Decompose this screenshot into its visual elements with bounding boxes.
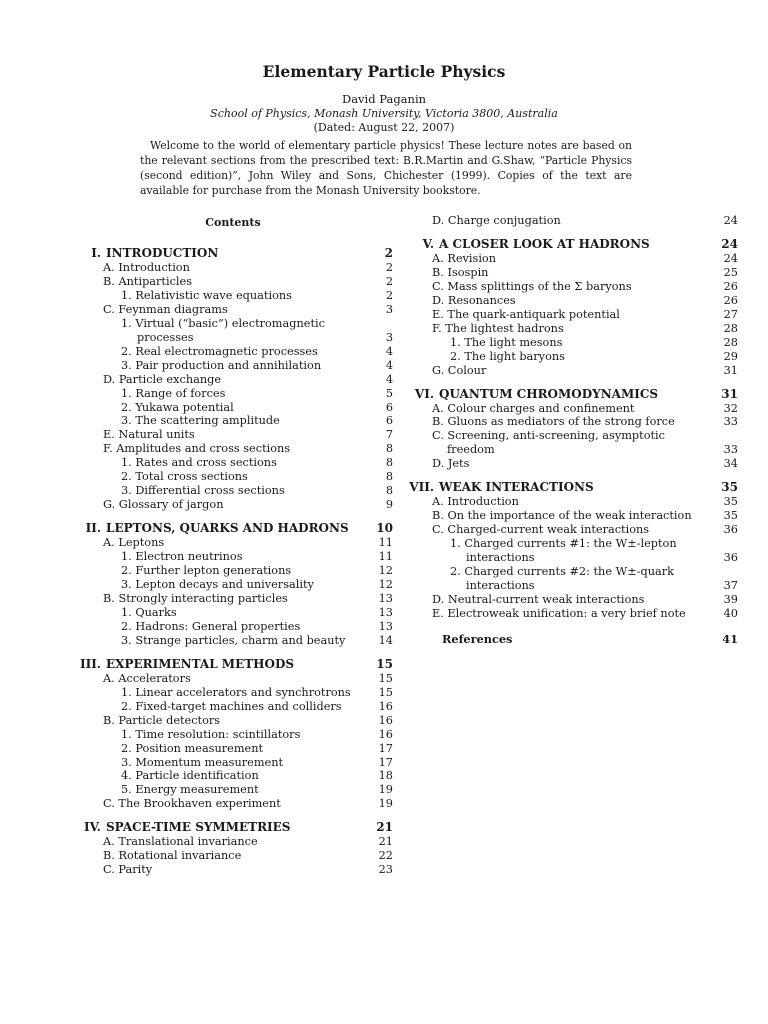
abstract: Welcome to the world of elementary particle physics! These lecture notes are based on the relevant sections from the prescribed text: B.R.Martin and G.Shaw, “Particle Physics (second edition)”, John Wiley and Sons, Chichester (1999). Copies of the text are available for purchase from the Monash University bookstore. — [140, 139, 632, 197]
toc-entry-label: B. Antiparticles — [103, 274, 193, 288]
toc-page-number: 22 — [378, 849, 393, 863]
toc-entry-label: 2. Real electromagnetic processes — [121, 344, 318, 358]
author-name: David Paganin — [341, 92, 427, 106]
toc-page-number: 39 — [723, 592, 738, 606]
toc-entry-label: C. Screening, anti-screening, asymptotic — [432, 429, 665, 443]
toc-page-number: 3 — [385, 330, 393, 344]
toc-entry-label: D. Neutral-current weak interactions — [432, 592, 645, 606]
toc-entry[interactable] — [73, 742, 393, 756]
toc-entry[interactable] — [73, 359, 393, 373]
toc-page-number: 14 — [378, 633, 393, 647]
toc-page-number: 24 — [721, 236, 738, 251]
toc-entry-label: B. Strongly interacting particles — [103, 591, 288, 605]
toc-page-number: 11 — [378, 550, 393, 564]
toc-section-title: INTRODUCTION — [106, 246, 219, 260]
toc-section-number: VII. — [409, 480, 434, 495]
toc-entry[interactable] — [402, 280, 738, 294]
toc-entry[interactable] — [73, 797, 393, 811]
toc-section-number: V. — [422, 236, 434, 251]
toc-entry-label: 5. Energy measurement — [121, 783, 259, 797]
toc-page-number: 27 — [723, 307, 738, 321]
toc-page-number: 15 — [378, 685, 393, 699]
toc-page-number: 19 — [378, 783, 393, 797]
toc-entry-label: C. Charged-current weak interactions — [432, 523, 650, 537]
toc-entry[interactable] — [73, 289, 393, 303]
toc-entry[interactable] — [73, 578, 393, 592]
toc-entry-label: 2. Hadrons: General properties — [121, 619, 301, 633]
toc-entry[interactable] — [402, 565, 738, 579]
toc-entry[interactable] — [402, 308, 738, 322]
toc-entry[interactable] — [73, 686, 393, 700]
toc-page-number: 16 — [378, 713, 393, 727]
toc-entry[interactable] — [402, 336, 738, 350]
toc-section-entry[interactable] — [402, 237, 738, 252]
toc-entry[interactable] — [402, 350, 738, 364]
toc-entry[interactable] — [73, 387, 393, 401]
toc-entry-label: A. Leptons — [103, 536, 165, 550]
toc-entry[interactable] — [402, 537, 738, 551]
toc-page-number: 13 — [378, 605, 393, 619]
toc-entry[interactable] — [73, 714, 393, 728]
toc-page-number: 2 — [384, 246, 393, 260]
toc-entry-label: A. Introduction — [432, 495, 519, 509]
toc-entry[interactable] — [402, 607, 738, 621]
toc-entry[interactable] — [73, 317, 393, 331]
toc-entry[interactable] — [73, 564, 393, 578]
toc-entry[interactable] — [73, 672, 393, 686]
toc-entry-label — [73, 521, 365, 536]
toc-entry-label: C. Mass splittings of the Σ baryons — [432, 279, 632, 293]
toc-page-number: 31 — [721, 386, 738, 401]
toc-entry-label: 1. Linear accelerators and synchrotrons — [121, 685, 351, 699]
toc-entry-label: 2. Position measurement — [121, 741, 264, 755]
toc-page-number: 35 — [723, 509, 738, 523]
document-date: (Dated: August 22, 2007) — [313, 121, 455, 134]
toc-entry[interactable] — [73, 756, 393, 770]
toc-page-number: 13 — [378, 619, 393, 633]
toc-section-title: A CLOSER LOOK AT HADRONS — [439, 236, 650, 251]
toc-entry[interactable] — [73, 863, 393, 877]
toc-page-number: 33 — [723, 415, 738, 429]
toc-entry-label: interactions — [466, 551, 535, 565]
toc-entry[interactable] — [402, 443, 738, 457]
toc-page-number: 35 — [723, 495, 738, 509]
toc-entry[interactable] — [402, 322, 738, 336]
toc-section-title: SPACE-TIME SYMMETRIES — [106, 820, 291, 835]
toc-entry-label: 1. Virtual (“basic”) electromagnetic — [121, 316, 325, 330]
toc-entry-label: B. Gluons as mediators of the strong force — [432, 415, 675, 429]
toc-entry-label: D. Jets — [432, 457, 470, 471]
toc-right-column — [402, 214, 738, 647]
toc-entry-label: 1. Rates and cross sections — [121, 456, 277, 470]
toc-section-title: EXPERIMENTAL METHODS — [106, 656, 295, 671]
toc-page-number: 28 — [723, 321, 738, 335]
toc-section-entry[interactable] — [73, 820, 393, 835]
toc-page-number: 23 — [378, 863, 393, 877]
toc-page-number: 17 — [378, 741, 393, 755]
toc-entry[interactable] — [73, 849, 393, 863]
toc-page-number: 17 — [378, 755, 393, 769]
toc-entry[interactable] — [73, 536, 393, 550]
toc-entry-label: 3. The scattering amplitude — [121, 414, 280, 428]
toc-section-entry[interactable] — [402, 480, 738, 495]
toc-section-entry[interactable] — [73, 521, 393, 536]
toc-entry-label: D. Particle exchange — [103, 372, 222, 386]
toc-page-number: 41 — [722, 631, 738, 646]
toc-page-number: 36 — [723, 551, 738, 565]
toc-entry[interactable] — [73, 470, 393, 484]
toc-entry[interactable] — [402, 579, 738, 593]
toc-page-number: 4 — [385, 358, 393, 372]
toc-entry-label: 4. Particle identification — [121, 769, 259, 783]
author-affiliation: School of Physics, Monash University, Victoria 3800, Australia — [210, 107, 558, 120]
toc-page-number: 2 — [385, 261, 393, 274]
toc-section-title: LEPTONS, QUARKS AND HADRONS — [106, 521, 349, 536]
toc-entry-label: 1. Relativistic wave equations — [121, 288, 292, 302]
toc-entry-label: F. The lightest hadrons — [432, 321, 564, 335]
toc-entry[interactable] — [402, 457, 738, 471]
toc-entry-label: G. Glossary of jargon — [103, 498, 224, 512]
toc-entry-label: 1. Time resolution: scintillators — [121, 727, 301, 741]
toc-entry[interactable] — [402, 252, 738, 266]
toc-page-number: 12 — [378, 578, 393, 592]
toc-entry-label: A. Colour charges and confinement — [432, 401, 635, 415]
toc-entry-label — [402, 237, 710, 252]
toc-entry[interactable] — [73, 345, 393, 359]
toc-entry[interactable] — [402, 509, 738, 523]
toc-entry-label: 2. Total cross sections — [121, 470, 248, 484]
toc-section-number: VI. — [414, 386, 434, 401]
toc-page-number: 8 — [385, 456, 393, 470]
toc-section-entry[interactable] — [73, 246, 393, 261]
toc-entry[interactable] — [402, 523, 738, 537]
toc-references-entry[interactable] — [402, 633, 738, 647]
toc-page-number: 8 — [385, 484, 393, 498]
toc-entry-label: B. On the importance of the weak interaction — [432, 509, 692, 523]
toc-entry-label — [73, 246, 365, 261]
toc-page-number: 11 — [378, 536, 393, 550]
toc-page-number: 3 — [385, 302, 393, 316]
toc-entry-label: 1. Range of forces — [121, 386, 226, 400]
toc-page-number: 21 — [378, 835, 393, 849]
toc-entry[interactable] — [402, 266, 738, 280]
toc-list-right — [402, 214, 738, 647]
toc-entry[interactable] — [73, 606, 393, 620]
toc-page-number: 4 — [385, 344, 393, 358]
toc-page-number: 33 — [723, 443, 738, 457]
toc-entry-label: E. Electroweak unification: a very brief note — [432, 606, 686, 620]
toc-entry[interactable] — [402, 551, 738, 565]
toc-page-number: 19 — [378, 797, 393, 811]
toc-entry[interactable] — [73, 373, 393, 387]
toc-page-number: 15 — [378, 671, 393, 685]
toc-entry-label: C. Feynman diagrams — [103, 302, 228, 316]
toc-entry[interactable] — [73, 414, 393, 428]
toc-page-number: 29 — [723, 349, 738, 363]
toc-entry-label: 3. Strange particles, charm and beauty — [121, 633, 346, 647]
toc-entry[interactable] — [73, 456, 393, 470]
toc-entry-label: A. Translational invariance — [103, 835, 258, 849]
toc-section-number: II. — [85, 521, 101, 536]
toc-page-number: 2 — [385, 274, 393, 288]
toc-entry[interactable] — [73, 303, 393, 317]
toc-entry-label: 3. Differential cross sections — [121, 484, 285, 498]
toc-section-number: III. — [79, 656, 101, 671]
toc-left-column — [73, 214, 393, 877]
toc-page-number: 26 — [723, 279, 738, 293]
toc-entry-label: 2. Further lepton generations — [121, 564, 292, 578]
toc-entry[interactable] — [402, 429, 738, 443]
toc-entry-label: E. The quark-antiquark potential — [432, 307, 620, 321]
toc-section-title: WEAK INTERACTIONS — [439, 480, 594, 495]
toc-entry[interactable] — [402, 593, 738, 607]
toc-entry[interactable] — [402, 364, 738, 378]
toc-entry[interactable] — [73, 261, 393, 275]
toc-page-number: 6 — [385, 400, 393, 414]
toc-entry[interactable] — [73, 442, 393, 456]
toc-entry-label: 1. Charged currents #1: the W±-lepton — [450, 537, 677, 551]
toc-page-number: 35 — [721, 480, 738, 495]
toc-entry[interactable] — [73, 592, 393, 606]
toc-entry-label: 2. Fixed-target machines and colliders — [121, 699, 342, 713]
toc-entry[interactable] — [73, 620, 393, 634]
toc-entry[interactable] — [73, 428, 393, 442]
toc-page-number: 4 — [385, 372, 393, 386]
toc-page-number: 8 — [385, 442, 393, 456]
toc-page-number: 25 — [723, 265, 738, 279]
toc-page-number: 2 — [385, 288, 393, 302]
toc-entry-label: E. Natural units — [103, 428, 195, 442]
toc-entry-label: A. Introduction — [103, 261, 190, 274]
toc-entry-label — [73, 820, 365, 835]
toc-entry[interactable] — [73, 275, 393, 289]
toc-entry-label: 3. Pair production and annihilation — [121, 358, 322, 372]
toc-entry[interactable] — [73, 498, 393, 512]
toc-entry[interactable] — [73, 484, 393, 498]
toc-entry-label: 2. Yukawa potential — [121, 400, 234, 414]
toc-entry-label: B. Rotational invariance — [103, 849, 242, 863]
toc-entry[interactable] — [73, 550, 393, 564]
toc-page-number: 10 — [376, 521, 393, 536]
toc-entry[interactable] — [402, 214, 738, 228]
toc-section-number: IV. — [83, 820, 101, 835]
toc-entry[interactable] — [73, 634, 393, 648]
document-title: Elementary Particle Physics — [262, 62, 506, 81]
toc-page-number: 34 — [723, 457, 738, 471]
toc-entry-label: D. Charge conjugation — [432, 214, 561, 227]
toc-page-number: 36 — [723, 523, 738, 537]
toc-page-number: 12 — [378, 564, 393, 578]
toc-page-number: 5 — [385, 386, 393, 400]
toc-page-number: 21 — [376, 820, 393, 835]
toc-entry[interactable] — [402, 415, 738, 429]
toc-entry-label: A. Accelerators — [103, 671, 191, 685]
toc-page-number: 24 — [723, 214, 738, 227]
toc-entry-label: F. Amplitudes and cross sections — [103, 442, 291, 456]
toc-entry-label: B. Isospin — [432, 265, 489, 279]
toc-entry-label — [402, 387, 710, 402]
toc-page-number: 18 — [378, 769, 393, 783]
toc-entry-label: D. Resonances — [432, 293, 516, 307]
toc-entry[interactable] — [73, 331, 393, 345]
toc-section-number: I. — [91, 246, 101, 260]
toc-entry-label: G. Colour — [432, 363, 487, 377]
toc-page-number: 13 — [378, 591, 393, 605]
toc-entry[interactable] — [402, 294, 738, 308]
toc-page-number: 7 — [385, 428, 393, 442]
toc-entry-label: 3. Lepton decays and universality — [121, 578, 314, 592]
toc-section-title: QUANTUM CHROMODYNAMICS — [439, 386, 659, 401]
toc-page-number: 32 — [723, 401, 738, 415]
toc-entry-label: C. The Brookhaven experiment — [103, 797, 281, 811]
toc-entry-label: A. Revision — [432, 251, 497, 265]
toc-section-entry[interactable] — [73, 657, 393, 672]
toc-entry[interactable] — [73, 728, 393, 742]
toc-entry-label — [73, 657, 365, 672]
toc-entry-label: interactions — [466, 579, 535, 593]
toc-page-number: 24 — [723, 251, 738, 265]
toc-page-number: 9 — [385, 498, 393, 512]
toc-page-number: 8 — [385, 470, 393, 484]
toc-page-number: 31 — [723, 363, 738, 377]
toc-entry-label: 3. Momentum measurement — [121, 755, 284, 769]
toc-page-number: 16 — [378, 727, 393, 741]
toc-page-number: 15 — [376, 656, 393, 671]
toc-entry-label: freedom — [447, 443, 495, 457]
toc-entry[interactable] — [73, 401, 393, 415]
toc-list-left — [73, 246, 393, 877]
toc-entry-label: 2. Charged currents #2: the W±-quark — [450, 565, 674, 579]
toc-entry-label — [402, 480, 710, 495]
toc-entry[interactable] — [73, 700, 393, 714]
toc-entry-label: 1. Quarks — [121, 605, 177, 619]
toc-entry-label: 1. The light mesons — [450, 335, 563, 349]
toc-page-number: 26 — [723, 293, 738, 307]
toc-entry-label: B. Particle detectors — [103, 713, 221, 727]
toc-entry[interactable] — [402, 495, 738, 509]
toc-entry[interactable] — [73, 783, 393, 797]
toc-entry[interactable] — [73, 835, 393, 849]
toc-entry-label: 1. Electron neutrinos — [121, 550, 243, 564]
toc-section-entry[interactable] — [402, 387, 738, 402]
toc-entry[interactable] — [73, 769, 393, 783]
toc-page-number: 28 — [723, 335, 738, 349]
toc-page-number: 37 — [723, 579, 738, 593]
toc-entry-label: processes — [137, 330, 194, 344]
toc-entry[interactable] — [402, 402, 738, 416]
toc-page-number: 40 — [723, 606, 738, 620]
toc-entry-label: References — [442, 632, 513, 646]
toc-entry-label: 2. The light baryons — [450, 349, 565, 363]
document-header — [0, 62, 768, 134]
contents-heading: Contents — [205, 216, 261, 229]
toc-page-number: 6 — [385, 414, 393, 428]
toc-entry-label: C. Parity — [103, 863, 153, 877]
toc-page-number: 16 — [378, 699, 393, 713]
